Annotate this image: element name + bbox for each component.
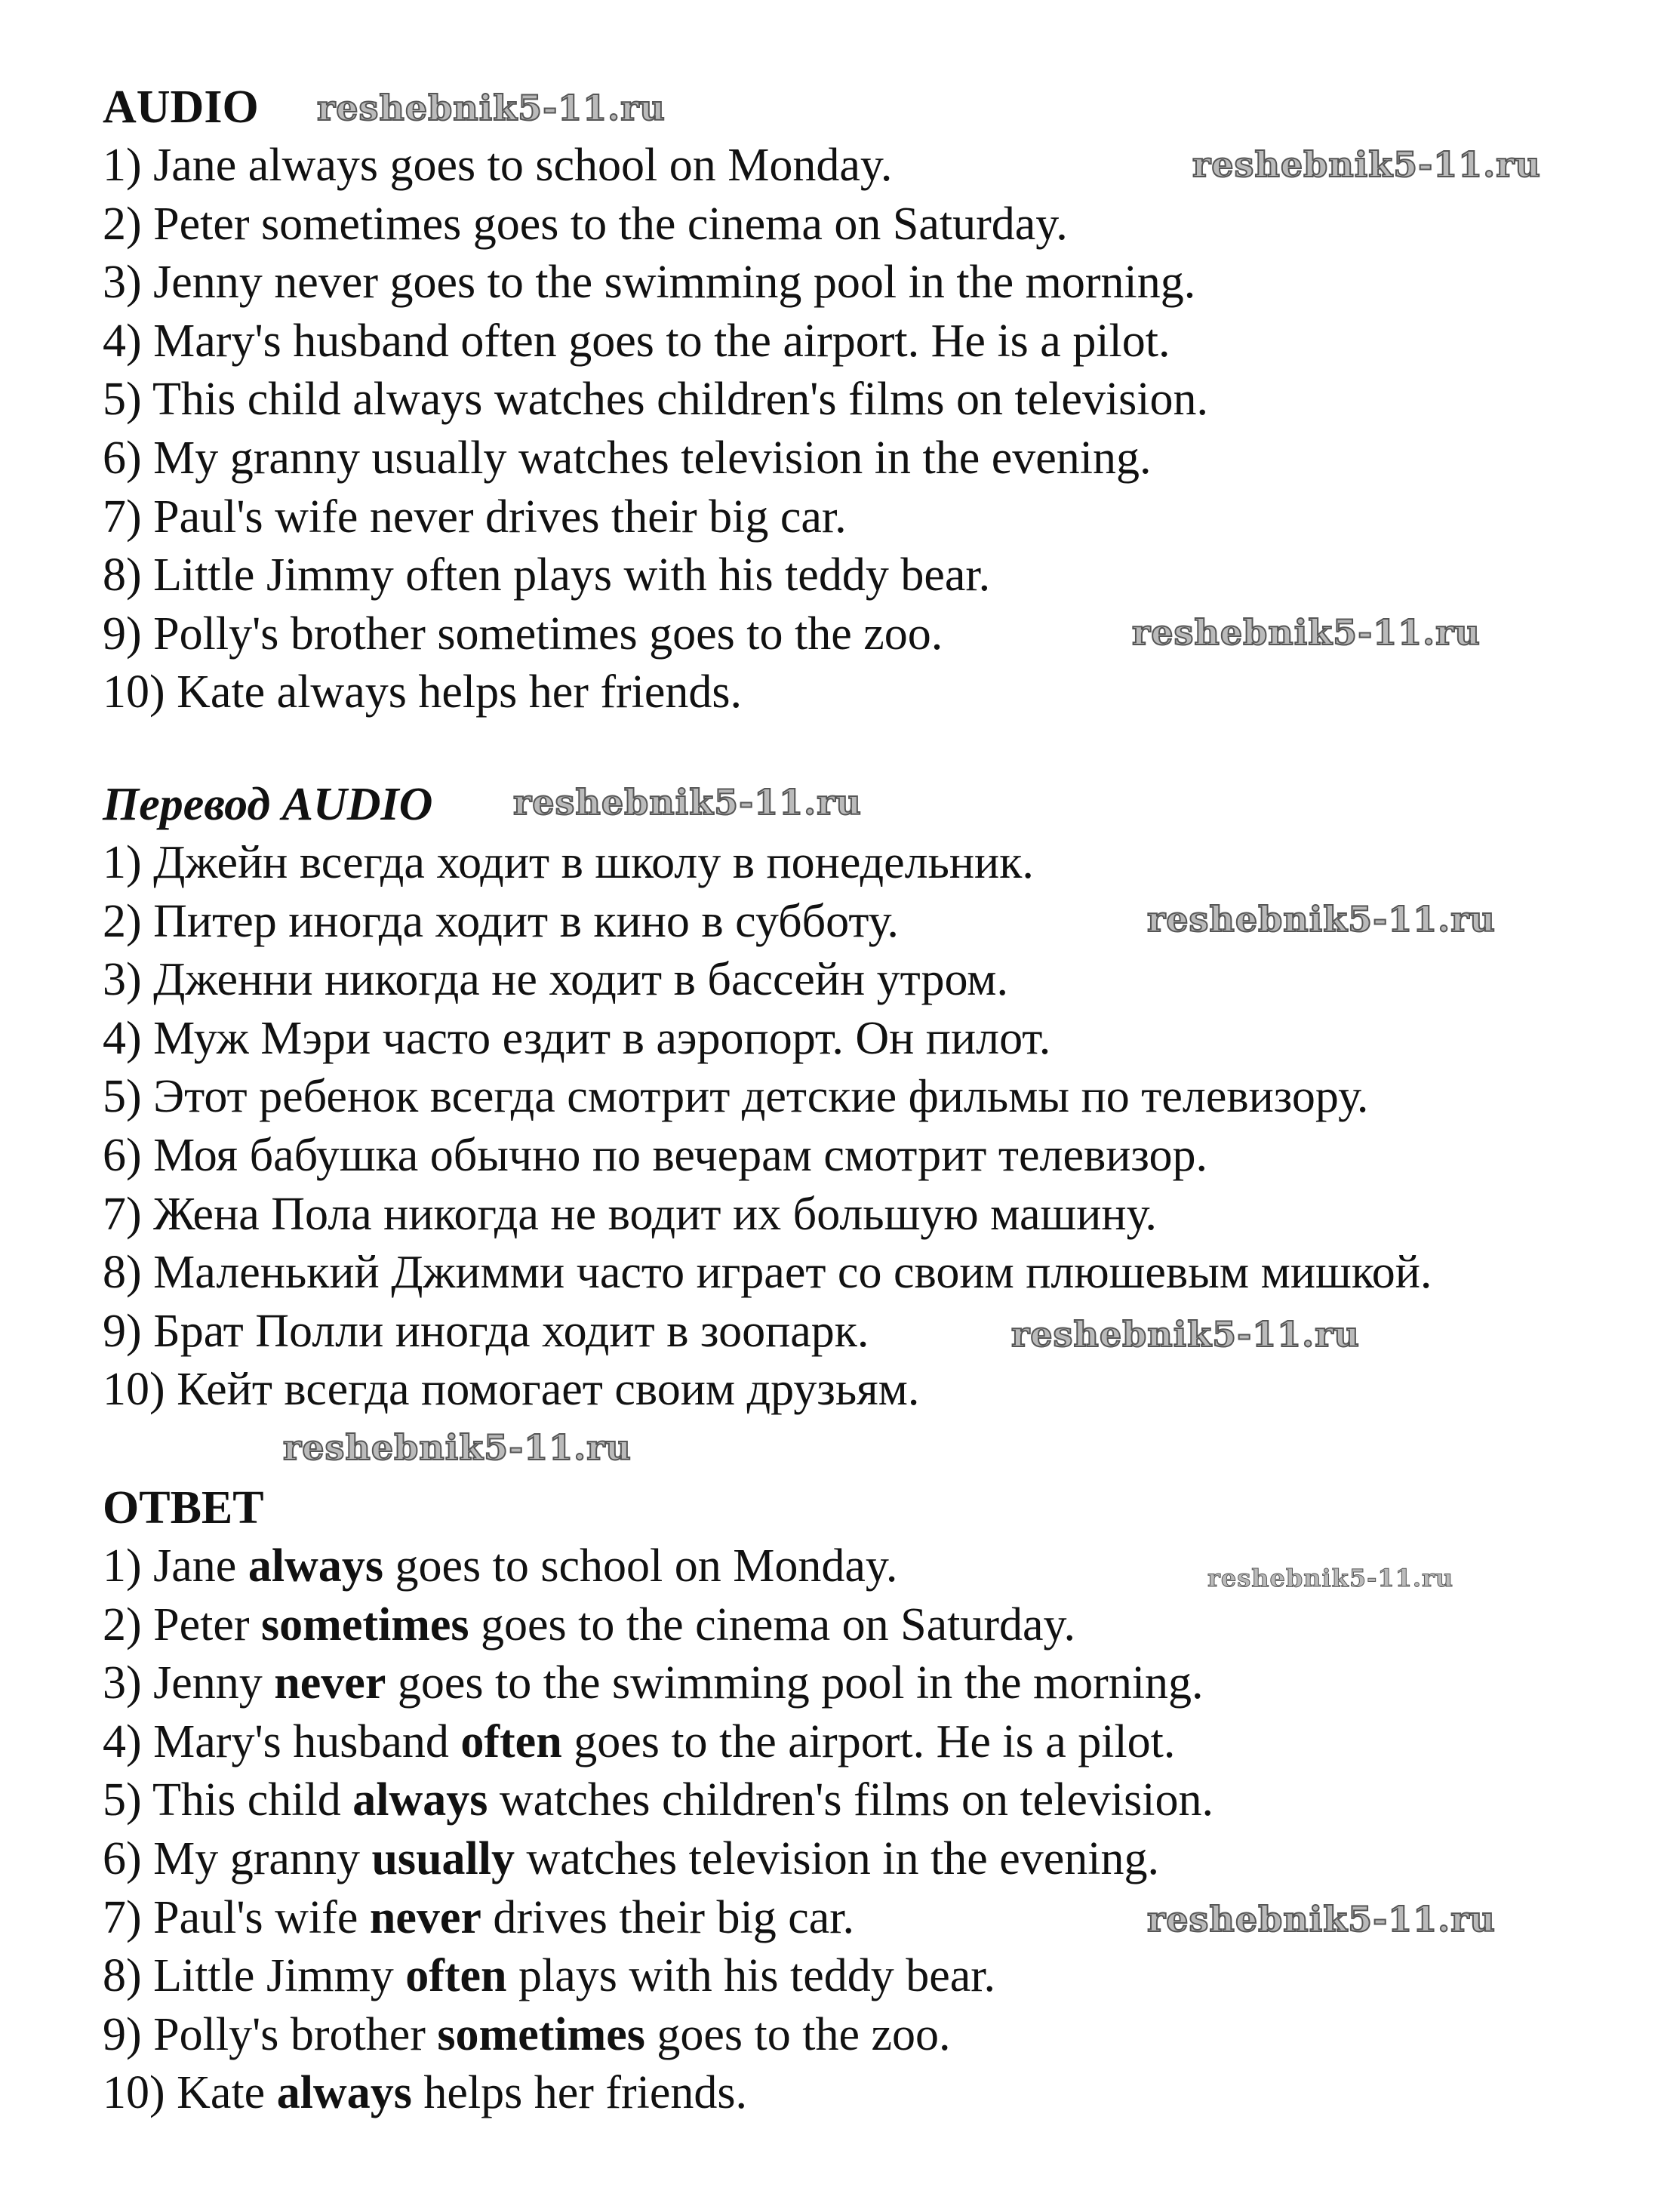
watermark-text: reshebnik5-11.ru: [1147, 1899, 1496, 1940]
translation-heading: Перевод AUDIO: [103, 779, 433, 830]
answer-suffix: helps her friends.: [411, 2067, 748, 2119]
answer-keyword: sometimes: [261, 1598, 469, 1651]
translation-line: 8) Маленький Джимми часто играет со своим плюшевым мишкой.: [103, 1247, 1432, 1299]
answer-prefix: 4) Mary's husband: [103, 1715, 461, 1767]
answer-prefix: 9) Polly's brother: [103, 2008, 438, 2060]
answer-section: [103, 1478, 1214, 2123]
answer-suffix: goes to the airport. He is a pilot.: [561, 1715, 1176, 1767]
answer-prefix: 1) Jane: [103, 1540, 248, 1592]
answer-keyword: sometimes: [437, 2008, 645, 2060]
watermark-text: reshebnik5-11.ru: [1132, 612, 1481, 653]
answer-suffix: goes to the zoo.: [644, 2008, 951, 2060]
answer-line: [103, 1537, 1214, 1596]
answer-line: [103, 1713, 1214, 1772]
audio-line: 9) Polly's brother sometimes goes to the zoo.: [103, 608, 943, 660]
translation-line: 7) Жена Пола никогда не водит их большую машину.: [103, 1188, 1157, 1240]
answer-line: [103, 1771, 1214, 1830]
answer-line: [103, 1654, 1214, 1713]
audio-line: 10) Kate always helps her friends.: [103, 666, 743, 718]
answer-line: [103, 1830, 1214, 1889]
audio-line: 5) This child always watches children's films on television.: [103, 374, 1209, 426]
translation-line: 3) Дженни никогда не ходит в бассейн утром.: [103, 954, 1009, 1006]
translation-line: 10) Кейт всегда помогает своим друзьям.: [103, 1364, 920, 1416]
translation-line: 5) Этот ребенок всегда смотрит детские фильмы по телевизору.: [103, 1071, 1369, 1123]
audio-section: [103, 78, 1208, 722]
answer-prefix: 6) My granny: [103, 1832, 372, 1884]
answer-keyword: always: [248, 1540, 383, 1592]
answer-suffix: goes to school on Monday.: [383, 1540, 898, 1592]
answer-line: [103, 1889, 1214, 1948]
answer-prefix: 3) Jenny: [103, 1657, 275, 1709]
audio-line: 3) Jenny never goes to the swimming pool in the morning.: [103, 257, 1196, 309]
audio-lines: [103, 137, 1208, 722]
watermark-text: reshebnik5-11.ru: [1011, 1314, 1360, 1355]
answer-prefix: 7) Paul's wife: [103, 1891, 370, 1943]
watermark-text: reshebnik5-11.ru: [283, 1427, 632, 1468]
answer-line: [103, 1596, 1214, 1655]
audio-line: 7) Paul's wife never drives their big car.: [103, 491, 847, 543]
translation-line: 4) Муж Мэри часто ездит в аэропорт. Он пилот.: [103, 1012, 1051, 1064]
answer-heading: ОТВЕТ: [103, 1482, 264, 1534]
answer-keyword: often: [405, 1950, 507, 2002]
watermark-text: reshebnik5-11.ru: [513, 782, 862, 823]
answer-line: [103, 2006, 1214, 2065]
answer-suffix: goes to the swimming pool in the morning.: [386, 1657, 1204, 1709]
translation-line: 1) Джейн всегда ходит в школу в понедельник.: [103, 837, 1034, 888]
translation-line: 9) Брат Полли иногда ходит в зоопарк.: [103, 1305, 869, 1357]
audio-line: 2) Peter sometimes goes to the cinema on Saturday.: [103, 198, 1068, 250]
answer-keyword: often: [460, 1715, 562, 1767]
watermark-text: reshebnik5-11.ru: [317, 88, 666, 128]
answer-suffix: plays with his teddy bear.: [506, 1950, 996, 2002]
answer-keyword: always: [276, 2067, 412, 2119]
answer-line: [103, 1947, 1214, 2006]
audio-line: 8) Little Jimmy often plays with his teddy bear.: [103, 549, 991, 601]
answer-keyword: usually: [371, 1832, 515, 1884]
answer-suffix: watches children's films on television.: [488, 1774, 1214, 1826]
audio-heading: AUDIO: [103, 82, 259, 133]
answer-keyword: never: [274, 1657, 386, 1709]
watermark-text: reshebnik5-11.ru: [1147, 899, 1496, 940]
translation-line: 2) Питер иногда ходит в кино в субботу.: [103, 895, 899, 947]
answer-suffix: goes to the cinema on Saturday.: [469, 1598, 1076, 1651]
watermark-text: reshebnik5-11.ru: [1207, 1564, 1454, 1592]
watermark-text: reshebnik5-11.ru: [1192, 144, 1541, 185]
answer-line: [103, 2064, 1214, 2123]
answer-suffix: watches television in the evening.: [515, 1832, 1159, 1884]
answer-prefix: 5) This child: [103, 1774, 353, 1826]
audio-line: 6) My granny usually watches television in the evening.: [103, 432, 1152, 484]
translation-line: 6) Моя бабушка обычно по вечерам смотрит телевизор.: [103, 1129, 1208, 1181]
answer-prefix: 10) Kate: [103, 2067, 277, 2119]
answer-suffix: drives their big car.: [481, 1891, 855, 1943]
audio-line: 1) Jane always goes to school on Monday.: [103, 140, 893, 191]
answer-keyword: always: [352, 1774, 488, 1826]
audio-line: 4) Mary's husband often goes to the airport. He is a pilot.: [103, 315, 1170, 367]
answer-keyword: never: [369, 1891, 481, 1943]
answer-lines: [103, 1537, 1214, 2123]
answer-prefix: 8) Little Jimmy: [103, 1950, 406, 2002]
answer-prefix: 2) Peter: [103, 1598, 262, 1651]
